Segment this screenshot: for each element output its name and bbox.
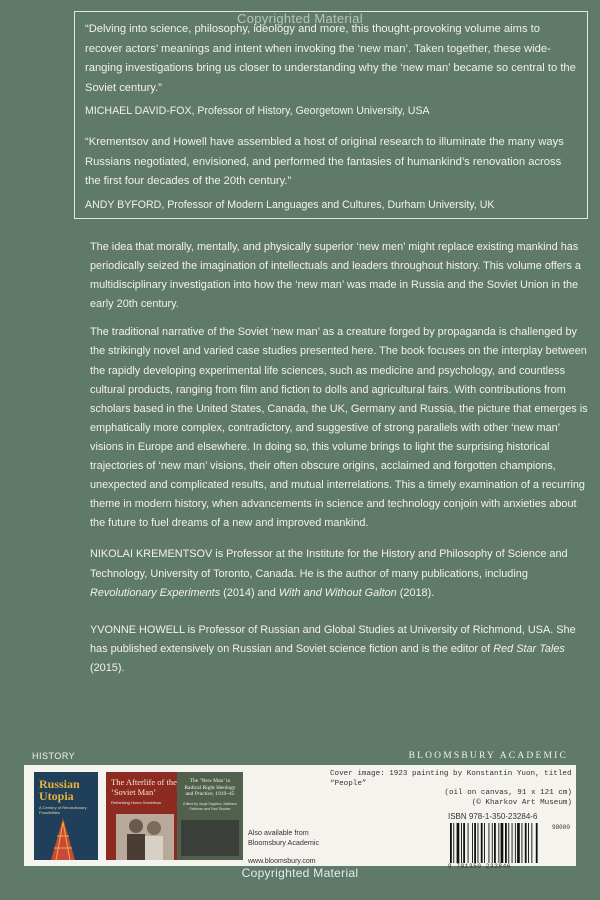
barcode-bar [484, 823, 485, 863]
related-book-title: The Afterlife of the ‘Soviet Man’ [111, 777, 177, 797]
barcode-bar [450, 823, 452, 863]
credit-line: Cover image: 1923 painting by Konstantin Yuon, titled “People” [330, 770, 572, 788]
barcode-bar [489, 823, 490, 863]
watermark-bottom: Copyrighted Material [241, 866, 359, 880]
bio-text: YVONNE HOWELL is Professor of Russian and Global Studies at University of Richmond, USA. She has published extensively on Russian and Soviet science fiction and is the editor of [90, 623, 576, 655]
description-paragraph-2: The traditional narrative of the Soviet ‘new man’ as a creature forged by propaganda is challenged by the strikingly novel and varied case studies presented here. The book focuses on the interplay between the rapidly developing experimental life sciences, such as medicine and psychology, and countless cultural products, ranging from film and fiction to dolls and agricultural fairs. With contributions from scholars based in the United States, Canada, the UK, Germany and Russia, the picture that emerges is emphatically more complex, contradictory, and suggestive of strong parallels with other ‘new man’ visions in Europe and elsewhere. In doing so, this volume brings to light the surprising historical trajectories of ‘new man’ visions, their often obscure origins, acclaimed and forgotten champions, unexpected and complicated results, and mutual interrelations. This a timely examination of a recurring theme in modern history, when advancements in science and technology conjoin with anxieties about the future to fuel dreams of a new and improved mankind. [90, 326, 588, 530]
barcode-bar [468, 823, 469, 863]
credit-line: (© Kharkov Art Museum) [471, 798, 572, 807]
barcode-bar [517, 823, 520, 863]
barcode-bar [453, 823, 454, 863]
cover-image-credit [330, 770, 572, 808]
barcode-bar [494, 823, 496, 863]
endorser-name: ANDY BYFORD [85, 198, 162, 211]
figures-illustration-icon [116, 814, 174, 860]
bio-text: (2014) and [220, 586, 279, 599]
barcode-bar [515, 823, 516, 863]
barcode-bar [531, 823, 532, 863]
crowd-photo [181, 820, 239, 856]
barcode-area [448, 812, 572, 870]
barcode-bar [478, 823, 479, 863]
related-book-title: Russian Utopia [39, 777, 80, 803]
related-book-cover-1[interactable] [34, 772, 98, 860]
bio-text: (2015). [90, 661, 125, 674]
barcode-bar [461, 823, 462, 863]
barcode-bar [525, 823, 527, 863]
barcode-bar [501, 823, 504, 863]
barcode-bar [522, 823, 523, 863]
endorsement-attribution [85, 103, 577, 119]
barcode-bar [536, 823, 538, 863]
endorsement-2 [85, 133, 577, 213]
also-available-text: Also available from Bloomsbury Academic [248, 828, 320, 847]
category-label: HISTORY [32, 750, 76, 761]
publisher-name: BLOOMSBURY ACADEMIC [408, 750, 568, 761]
barcode-bar [498, 823, 499, 863]
book-title: With and Without Galton [278, 586, 397, 599]
barcode-bar [508, 823, 509, 863]
price-code: 98000 [551, 824, 570, 831]
barcode-bar [505, 823, 507, 863]
related-book-subtitle: Edited by Jorge Dagnino, Matthew Feldman and Paul Stocker [183, 802, 237, 811]
barcode-bar [457, 823, 460, 863]
related-book-cover-2[interactable] [106, 772, 188, 860]
credit-line: (oil on canvas, 91 x 121 cm) [444, 789, 572, 797]
barcode-bar [512, 823, 513, 863]
watermark-top: Copyrighted Material [237, 11, 363, 26]
description-paragraph-1: The idea that morally, mentally, and physically superior ‘new men’ might replace existing mankind has periodically seized the imagination of intellectuals and leaders throughout history. This volume offers a multidisciplinary investigation into how the ‘new man’ was made in Russia and the Soviet Union in the early 20th century. [90, 241, 581, 311]
related-book-cover-3[interactable] [177, 772, 243, 860]
book-title: Revolutionary Experiments [90, 586, 221, 599]
endorsement-1 [85, 20, 577, 119]
barcode-bar [481, 823, 483, 863]
endorsements-box [74, 11, 588, 219]
isbn: ISBN 978-1-350-23284-6 [448, 812, 538, 821]
barcode-bar [492, 823, 493, 863]
barcode-bar [472, 823, 473, 863]
barcode-bar [463, 823, 465, 863]
author-bio-krementsov [90, 545, 590, 602]
bottom-band [24, 746, 576, 870]
endorsement-quote: “Krementsov and Howell have assembled a host of original research to illuminate the many ways Russians negotiated, envisioned, and performed the fantasies of humankind’s renovation across the first four decades of the 20th century.” [85, 136, 564, 187]
barcode-bar [474, 823, 476, 863]
book-title: Red Star Tales [493, 642, 565, 655]
barcode-bar [528, 823, 529, 863]
related-book-subtitle: Rethinking Homo Sovieticus [111, 800, 162, 805]
publisher-website[interactable]: www.bloomsbury.com [248, 858, 316, 865]
book-description [90, 238, 590, 678]
related-book-title: The ‘New Man’ in Radical Right Ideology and Practice, 1919–45 [184, 778, 236, 797]
barcode-digits: 9 781350 232846 [448, 863, 512, 870]
author-bio-howell [90, 621, 590, 678]
related-book-subtitle: A Century of Revolutionary Possibilities [39, 805, 87, 815]
endorsement-quote: “Delving into science, philosophy, ideology and more, this thought-provoking volume aims to recover actors’ meanings and intent when invoking the ‘new man’. Taken together, these wide-ranging investigations bring us closer to understanding why the ‘new man’ became so central to the Soviet century.” [85, 23, 576, 94]
tower-illustration-icon [48, 818, 78, 860]
endorser-affiliation: , Professor of Modern Languages and Cultures, Durham University, UK [161, 198, 495, 211]
bio-text: NIKOLAI KREMENTSOV is Professor at the Institute for the History and Philosophy of Science and Technology, University of Toronto, Canada. He is the author of many publications, including [90, 548, 568, 580]
bio-text: (2018). [396, 586, 435, 599]
endorser-affiliation: , Professor of History, Georgetown University, USA [191, 105, 430, 117]
band-header [24, 746, 576, 766]
endorsement-attribution [85, 197, 577, 213]
endorser-name: MICHAEL DAVID-FOX [85, 105, 192, 117]
